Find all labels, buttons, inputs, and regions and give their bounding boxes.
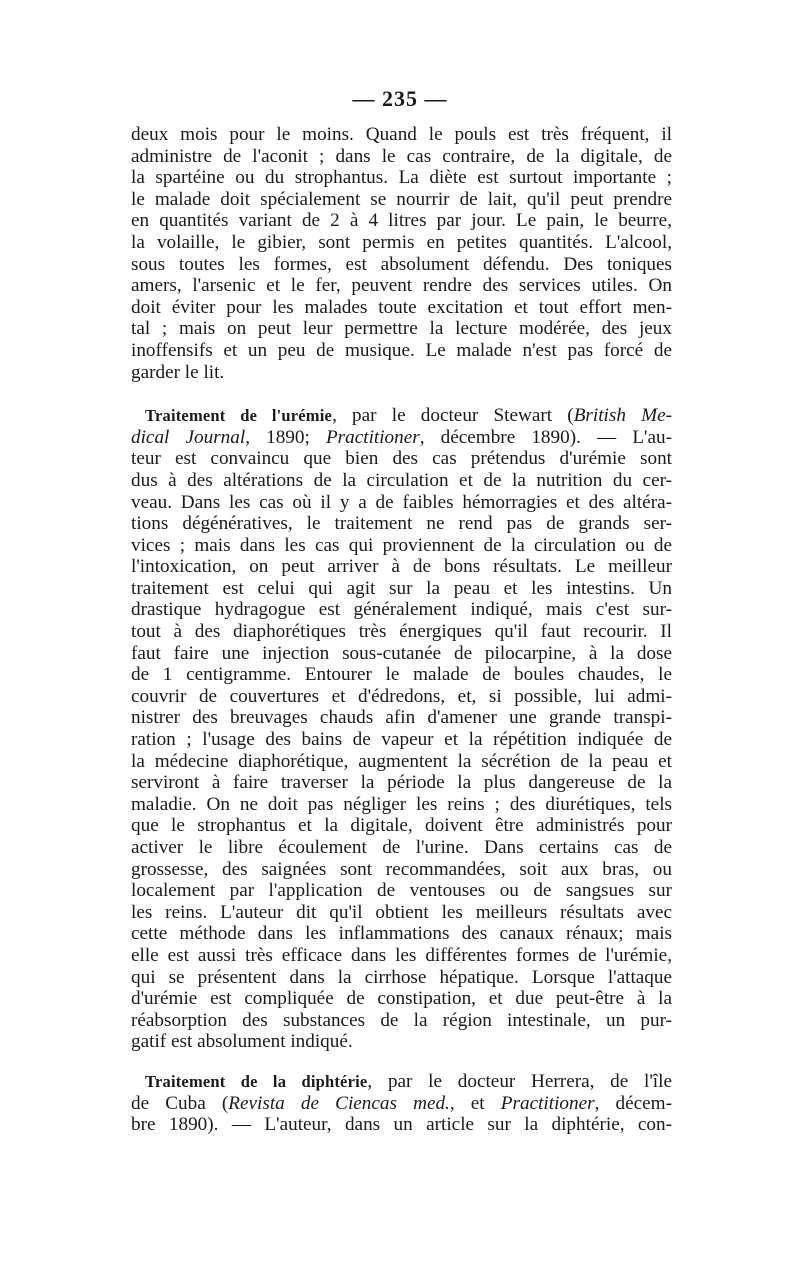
text-line: elle est aussi très efficace dans les différentes formes de l'urémie, [131, 944, 672, 966]
text-line: les reins. L'auteur dit qu'il obtient les meilleurs résultats avec [131, 901, 672, 923]
section-uremie [131, 405, 672, 1053]
section-first-line: Traitement de l'urémie, par le docteur Stewart (British Me- [145, 405, 673, 427]
journal-title: dical Journal [131, 426, 246, 448]
text-line: de 1 centigramme. Entourer le malade de boules chaudes, le [131, 664, 672, 686]
text-line: teur est convaincu que bien des cas prétendus d'urémie sont [131, 448, 672, 470]
text-line: le malade doit spécialement se nourrir de lait, qu'il peut prendre [131, 188, 672, 210]
text-line: deux mois pour le moins. Quand le pouls est très fréquent, il [131, 124, 672, 145]
text-line: serviront à faire traverser la période la plus dangereuse de la [131, 772, 672, 794]
text-line: tal ; mais on peut leur permettre la lecture modérée, des jeux [131, 318, 672, 340]
section-diphterie [131, 1071, 672, 1136]
page-number: — 235 — [352, 86, 448, 111]
text-line: la spartéine ou du strophantus. La diète est surtout importante ; [131, 167, 672, 189]
journal-title: British Me- [573, 405, 673, 427]
text-line: faut faire une injection sous-cutanée de pilocarpine, à la dose [131, 642, 672, 664]
text-line: doit éviter pour les malades toute excitation et tout effort men- [131, 296, 672, 318]
text-line: nistrer des breuvages chauds afin d'amener une grande transpi- [131, 707, 672, 729]
text-line: activer le libre écoulement de l'urine. Dans certains cas de [131, 837, 672, 858]
text-line: garder le lit. [131, 361, 225, 383]
journal-title: Practitioner [500, 1092, 595, 1114]
text-line: la médecine diaphorétique, augmentent la sécrétion de la peau et [131, 750, 672, 772]
text-line: veau. Dans les cas où il y a de faibles hémorragies et des altéra- [131, 491, 672, 513]
text-line: cette méthode dans les inflammations des canaux rénaux; mais [131, 923, 672, 945]
journal-title: Revista de Ciencas med. [228, 1092, 450, 1114]
text-line: tions dégénératives, le traitement ne rend pas de grands ser- [131, 513, 672, 535]
text-line: localement par l'application de ventouses ou de sangsues sur [131, 880, 672, 902]
text-line: qui se présentent dans la cirrhose hépatique. Lorsque l'attaque [131, 966, 672, 988]
text-line: réabsorption des substances de la région intestinale, un pur- [131, 1009, 672, 1031]
section-heading: Traitement de la diphtérie [145, 1071, 368, 1091]
text-line: tout à des diaphorétiques très énergiques qu'il faut recourir. Il [131, 621, 672, 643]
text-line: couvrir de couvertures et d'édredons, et, si possible, lui admi- [131, 685, 672, 707]
text-line: maladie. On ne doit pas négliger les reins ; des diurétiques, tels [131, 793, 672, 815]
text-line: que le strophantus et la digitale, doivent être administrés pour [131, 815, 672, 837]
section-first-line: Traitement de la diphtérie, par le docteur Herrera, de l'île [145, 1070, 672, 1092]
text-line: inoffensifs et un peu de musique. Le malade n'est pas forcé de [131, 339, 672, 361]
text-line: sous toutes les formes, est absolument défendu. Des toniques [131, 253, 672, 275]
text-line: la volaille, le gibier, sont permis en petites quantités. L'alcool, [131, 231, 672, 253]
body-text [131, 124, 672, 1136]
text-line: administre de l'aconit ; dans le cas contraire, de la digitale, de [131, 145, 672, 167]
text-line: gatif est absolument indiqué. [131, 1031, 353, 1053]
section-heading: Traitement de l'urémie [145, 406, 333, 426]
text-line: de Cuba (Revista de Ciencas med., et Practitioner, décem- [131, 1092, 672, 1114]
text-line: amers, l'arsenic et le fer, peuvent rendre des services utiles. On [131, 275, 672, 297]
text-line: vices ; mais dans les cas qui proviennent de la circulation ou de [131, 534, 672, 556]
paragraph-gap [131, 1053, 672, 1071]
paragraph-continuation [131, 124, 672, 383]
text-line: dus à des altérations de la circulation et de la nutrition du cer- [131, 469, 672, 491]
text-line: traitement est celui qui agit sur la peau et les intestins. Un [131, 577, 672, 599]
text-line: grossesse, des saignées sont recommandées, soit aux bras, ou [131, 858, 672, 880]
text-line: ration ; l'usage des bains de vapeur et la répétition indiquée de [131, 729, 672, 751]
text-line: drastique hydragogue est généralement indiqué, mais c'est sur- [131, 599, 672, 621]
text-line: en quantités variant de 2 à 4 litres par jour. Le pain, le beurre, [131, 210, 672, 232]
paragraph-gap [131, 383, 672, 405]
text-line: l'intoxication, on peut arriver à de bons résultats. Le meilleur [131, 556, 672, 578]
text-line: d'urémie est compliquée de constipation, et due peut-être à la [131, 988, 672, 1010]
text-line: bre 1890). — L'auteur, dans un article sur la diphtérie, con- [131, 1114, 672, 1136]
text-line: dical Journal, 1890; Practitioner, décembre 1890). — L'au- [131, 426, 672, 448]
journal-title: Practitioner [325, 426, 420, 448]
